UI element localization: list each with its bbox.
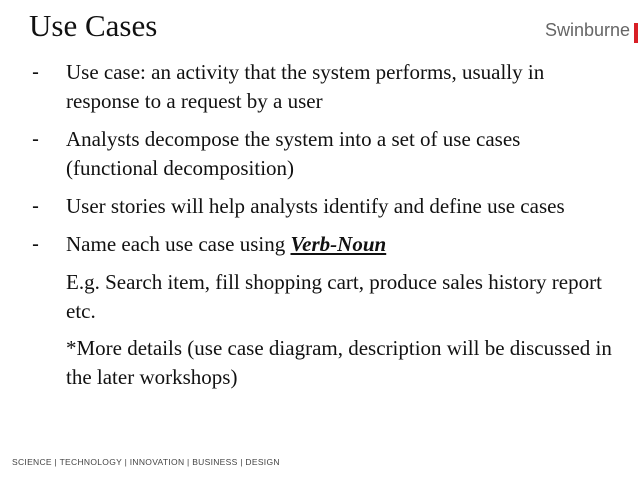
bullet-dash: - <box>32 195 39 218</box>
bullet-item <box>32 230 612 259</box>
bullet-text: User stories will help analysts identify and define use cases <box>66 194 565 218</box>
bullet-text-prefix: Name each use case using <box>66 232 291 256</box>
footer-tagline: SCIENCE | TECHNOLOGY | INNOVATION | BUSINESS | DESIGN <box>12 457 280 467</box>
brand-label: Swinburne <box>544 20 630 40</box>
bullet-text <box>66 230 612 259</box>
verb-noun-emphasis: Verb-Noun <box>290 232 387 256</box>
bullet-dash: - <box>32 61 39 84</box>
brand-accent-bar <box>634 23 638 43</box>
bullet-item <box>32 58 612 116</box>
bullet-dash: - <box>32 233 39 256</box>
slide-title: Use Cases <box>29 8 158 43</box>
slide-content <box>32 58 612 400</box>
bullet-item <box>32 192 612 221</box>
bullet-text: Analysts decompose the system into a set of use cases (functional decomposition) <box>66 127 521 180</box>
note-paragraph: *More details (use case diagram, description will be discussed in the later workshops) <box>66 336 612 389</box>
bullet-text: Use case: an activity that the system performs, usually in response to a request by a user <box>66 60 545 113</box>
bullet-dash: - <box>32 128 39 151</box>
example-paragraph: E.g. Search item, fill shopping cart, produce sales history report etc. <box>66 270 602 323</box>
bullet-item <box>32 125 612 183</box>
